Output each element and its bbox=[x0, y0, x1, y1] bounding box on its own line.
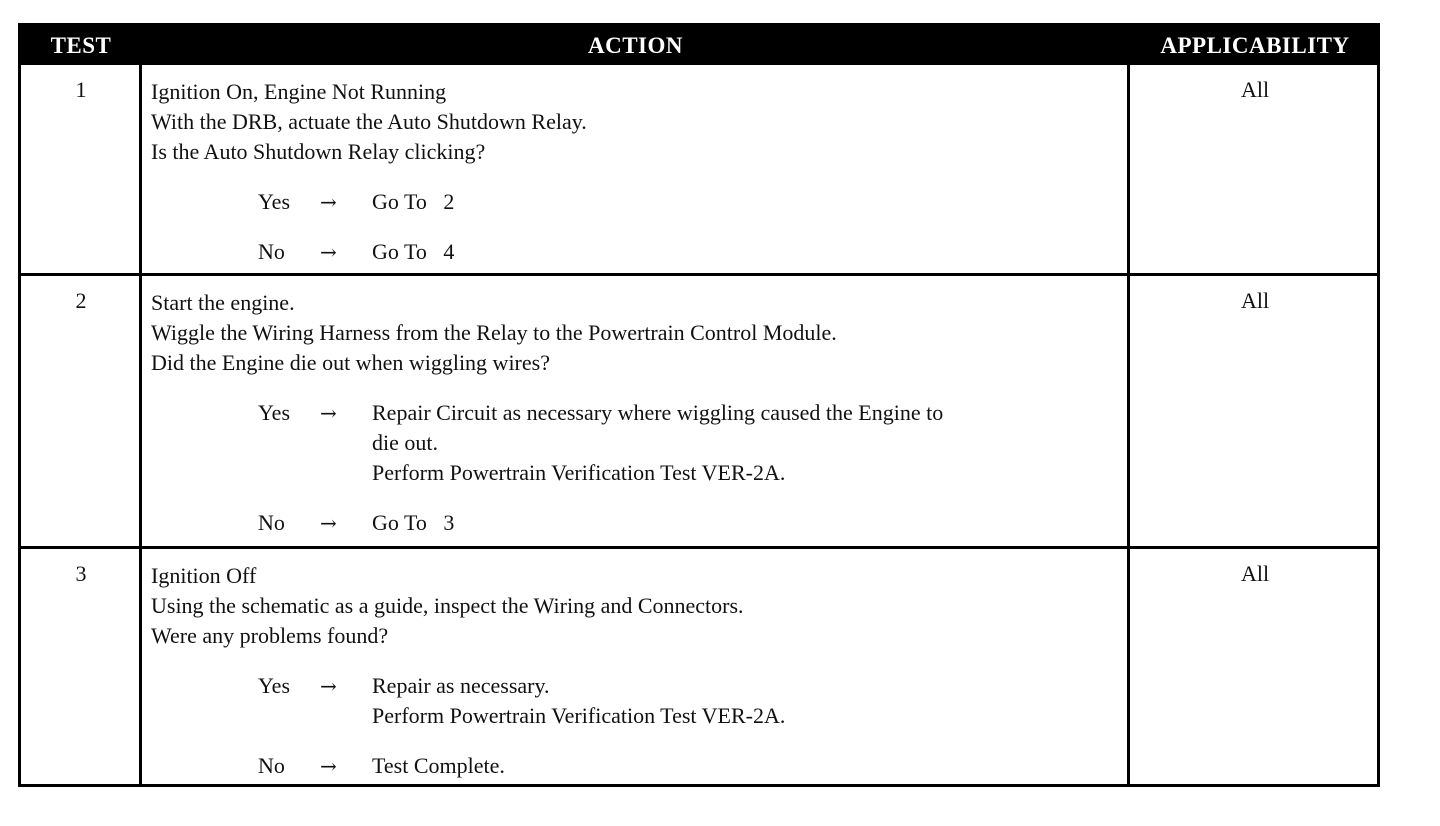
instruction-line: Were any problems found? bbox=[151, 623, 389, 648]
branch-no bbox=[258, 508, 1121, 538]
answer-label: No bbox=[258, 753, 285, 778]
result-line: Go To 2 bbox=[372, 189, 455, 214]
table-header bbox=[21, 26, 1377, 65]
test-number: 1 bbox=[75, 77, 87, 102]
branch-result bbox=[372, 751, 1121, 781]
header-action: ACTION bbox=[587, 33, 683, 58]
result-line: Perform Powertrain Verification Test VER-2A. bbox=[372, 460, 786, 485]
arrow-right-icon: → bbox=[320, 754, 337, 778]
applicability-cell: All bbox=[1240, 288, 1270, 313]
branch-yes bbox=[258, 187, 1121, 217]
arrow-right-icon: → bbox=[320, 240, 337, 264]
arrow-right-icon: → bbox=[320, 190, 337, 214]
answer-label: Yes bbox=[258, 400, 291, 425]
result-line: Repair as necessary. bbox=[372, 673, 550, 698]
header-applicability: APPLICABILITY bbox=[1160, 33, 1350, 58]
answer-label: Yes bbox=[258, 189, 291, 214]
table-row bbox=[21, 276, 1377, 546]
action-cell bbox=[151, 77, 1121, 267]
action-cell bbox=[151, 561, 1121, 781]
instruction-line: With the DRB, actuate the Auto Shutdown Relay. bbox=[151, 109, 587, 134]
result-line: Repair Circuit as necessary where wiggling caused the Engine to bbox=[372, 400, 944, 425]
applicability-cell: All bbox=[1240, 561, 1270, 586]
branch-result bbox=[372, 671, 1121, 731]
instruction-line: Is the Auto Shutdown Relay clicking? bbox=[151, 139, 486, 164]
branch-yes bbox=[258, 398, 1121, 488]
answer-label: No bbox=[258, 510, 285, 535]
arrow-right-icon: → bbox=[320, 401, 337, 425]
answer-label: No bbox=[258, 239, 285, 264]
result-line: Test Complete. bbox=[372, 753, 505, 778]
branch-result bbox=[372, 398, 1121, 488]
result-line: Go To 4 bbox=[372, 239, 455, 264]
arrow-right-icon: → bbox=[320, 511, 337, 535]
table-row bbox=[21, 549, 1377, 784]
branch-yes bbox=[258, 671, 1121, 731]
table-row bbox=[21, 65, 1377, 273]
instruction-line: Ignition Off bbox=[151, 563, 257, 588]
applicability-cell: All bbox=[1240, 77, 1270, 102]
header-test: TEST bbox=[50, 33, 112, 58]
branch-no bbox=[258, 237, 1121, 267]
branch-result bbox=[372, 187, 1121, 217]
instruction-line: Start the engine. bbox=[151, 290, 295, 315]
result-line: Go To 3 bbox=[372, 510, 455, 535]
branch-result bbox=[372, 508, 1121, 538]
arrow-right-icon: → bbox=[320, 674, 337, 698]
answer-label: Yes bbox=[258, 673, 291, 698]
test-number: 2 bbox=[75, 288, 87, 313]
result-line: die out. bbox=[372, 430, 438, 455]
instruction-line: Using the schematic as a guide, inspect the Wiring and Connectors. bbox=[151, 593, 744, 618]
branch-no bbox=[258, 751, 1121, 781]
result-line: Perform Powertrain Verification Test VER-2A. bbox=[372, 703, 786, 728]
action-cell bbox=[151, 288, 1121, 538]
diagnostic-test-table bbox=[18, 23, 1380, 787]
instruction-line: Ignition On, Engine Not Running bbox=[151, 79, 447, 104]
test-number: 3 bbox=[75, 561, 87, 586]
instruction-line: Did the Engine die out when wiggling wires? bbox=[151, 350, 550, 375]
instruction-line: Wiggle the Wiring Harness from the Relay to the Powertrain Control Module. bbox=[151, 320, 837, 345]
branch-result bbox=[372, 237, 1121, 267]
